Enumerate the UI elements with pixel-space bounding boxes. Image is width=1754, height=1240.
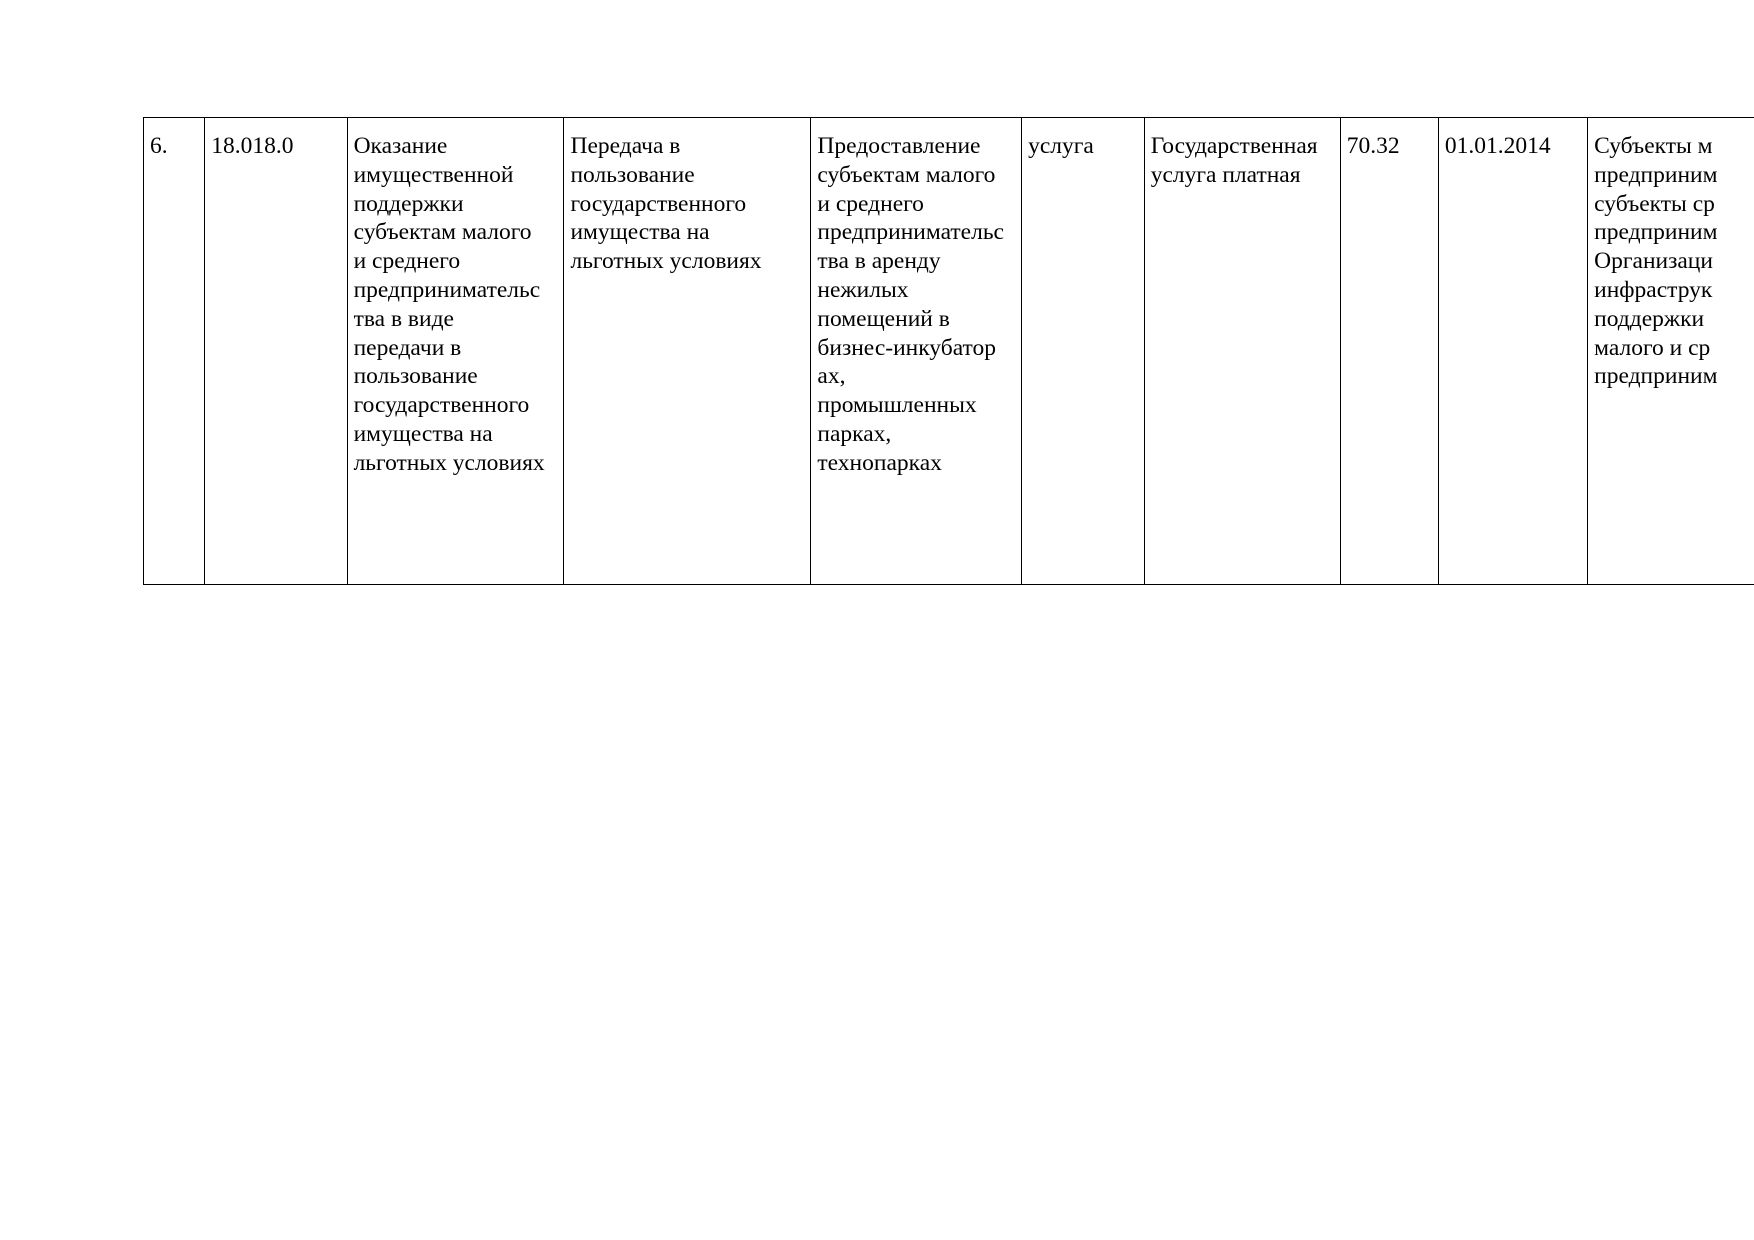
table-row [144,118,1754,585]
services-table [143,117,1754,585]
service-kind-cell: Передача в пользование государственного имущества на льготных условиях [564,118,811,585]
date-cell: 01.01.2014 [1438,118,1587,585]
service-name-cell: Оказание имущественной поддержки субъектам малого и среднего предпринимательс тва в виде передачи в пользование государственного имущества на льготных условиях [347,118,564,585]
recipients-cell: Субъекты м предприним субъекты ср предприним Организаци инфраструк поддержки малого и ср предприним [1588,118,1754,585]
service-code-cell: 18.018.0 [205,118,347,585]
service-type-cell: услуга [1022,118,1145,585]
service-content-cell: Предоставление субъектам малого и среднего предпринимательс тва в аренду нежилых помещений в бизнес-инкубатор ах, промышленных парках, технопарках [811,118,1022,585]
okved-code-cell: 70.32 [1340,118,1438,585]
payment-cell: Государственная услуга платная [1144,118,1340,585]
row-number-cell: 6. [144,118,205,585]
